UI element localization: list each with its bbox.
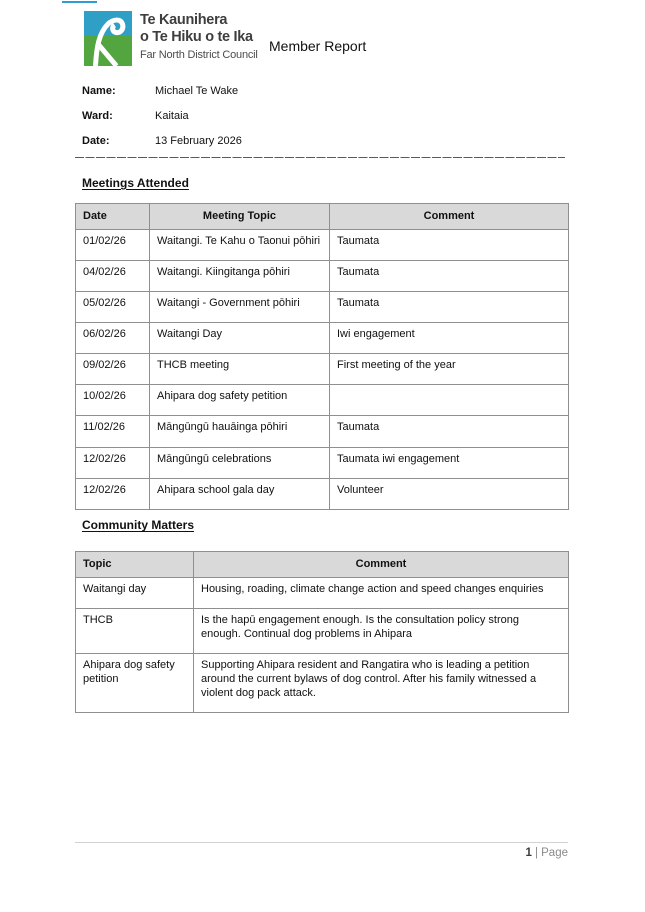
table-row — [76, 323, 569, 354]
document-content — [75, 0, 568, 912]
page-number: 1 — [525, 847, 532, 859]
table-row — [76, 478, 569, 509]
table-cell: Waitangi day — [76, 578, 194, 609]
table-cell: Taumata — [330, 416, 569, 447]
table-row — [76, 654, 569, 713]
table-cell: Supporting Ahipara resident and Rangatira who is leading a petition around the current bylaws of dog control. After his family witnessed a violent dog pack attack. — [194, 654, 569, 713]
table-cell: 12/02/26 — [76, 478, 150, 509]
table-cell: THCB meeting — [150, 354, 330, 385]
field-date-label: Date: — [82, 135, 110, 147]
meetings-heading: Meetings Attended — [82, 176, 189, 190]
column-header-date: Date — [76, 204, 150, 230]
field-name-label: Name: — [82, 85, 116, 97]
table-cell: First meeting of the year — [330, 354, 569, 385]
table-cell: 05/02/26 — [76, 292, 150, 323]
table-cell: 09/02/26 — [76, 354, 150, 385]
field-ward-value: Kaitaia — [155, 110, 189, 122]
table-cell: Iwi engagement — [330, 323, 569, 354]
column-header-comment: Comment — [330, 204, 569, 230]
org-subtitle: Far North District Council — [140, 49, 258, 61]
table-cell: Taumata — [330, 230, 569, 261]
table-cell: Taumata iwi engagement — [330, 447, 569, 478]
table-row — [76, 447, 569, 478]
table-cell: Volunteer — [330, 478, 569, 509]
field-ward — [82, 109, 242, 123]
table-cell: 01/02/26 — [76, 230, 150, 261]
table-cell: Ahipara dog safety petition — [150, 385, 330, 416]
table-cell: 10/02/26 — [76, 385, 150, 416]
page-label: | Page — [534, 847, 568, 859]
field-ward-label: Ward: — [82, 110, 113, 122]
column-header-comment: Comment — [194, 552, 569, 578]
table-cell: Taumata — [330, 261, 569, 292]
org-name-line2: o Te Hiku o te Ika — [140, 29, 253, 45]
divider-line — [75, 157, 565, 158]
table-cell: 06/02/26 — [76, 323, 150, 354]
table-cell: Taumata — [330, 292, 569, 323]
table-cell: THCB — [76, 609, 194, 654]
community-heading: Community Matters — [82, 518, 195, 532]
field-date — [82, 134, 242, 148]
table-cell: Waitangi Day — [150, 323, 330, 354]
table-row — [76, 385, 569, 416]
table-cell: Is the hapū engagement enough. Is the consultation policy strong enough. Continual dog problems in Ahipara — [194, 609, 569, 654]
table-cell: Ahipara school gala day — [150, 478, 330, 509]
meetings-table — [75, 203, 569, 510]
footer-divider — [75, 842, 568, 843]
table-header-row — [76, 204, 569, 230]
table-row — [76, 578, 569, 609]
table-cell: Māngūngū celebrations — [150, 447, 330, 478]
page-title: Member Report — [269, 38, 367, 54]
table-row — [76, 230, 569, 261]
community-table — [75, 551, 569, 713]
column-header-topic: Topic — [76, 552, 194, 578]
table-cell: 11/02/26 — [76, 416, 150, 447]
table-row — [76, 292, 569, 323]
table-cell: Waitangi - Government pōhiri — [150, 292, 330, 323]
field-name-value: Michael Te Wake — [155, 85, 239, 97]
field-date-value: 13 February 2026 — [155, 135, 242, 147]
table-row — [76, 416, 569, 447]
table-row — [76, 609, 569, 654]
column-header-meeting-topic: Meeting Topic — [150, 204, 330, 230]
table-cell: Māngūngū hauāinga pōhiri — [150, 416, 330, 447]
table-row — [76, 261, 569, 292]
table-cell: Waitangi. Kiingitanga pōhiri — [150, 261, 330, 292]
table-header-row — [76, 552, 569, 578]
field-name — [82, 84, 242, 98]
table-cell: Ahipara dog safety petition — [76, 654, 194, 713]
member-details — [82, 84, 242, 159]
table-cell: 12/02/26 — [76, 447, 150, 478]
table-cell: 04/02/26 — [76, 261, 150, 292]
table-cell — [330, 385, 569, 416]
table-cell: Waitangi. Te Kahu o Taonui pōhiri — [150, 230, 330, 261]
table-row — [76, 354, 569, 385]
org-name-line1: Te Kaunihera — [140, 12, 228, 28]
page-footer — [526, 847, 568, 859]
table-cell: Housing, roading, climate change action and speed changes enquiries — [194, 578, 569, 609]
